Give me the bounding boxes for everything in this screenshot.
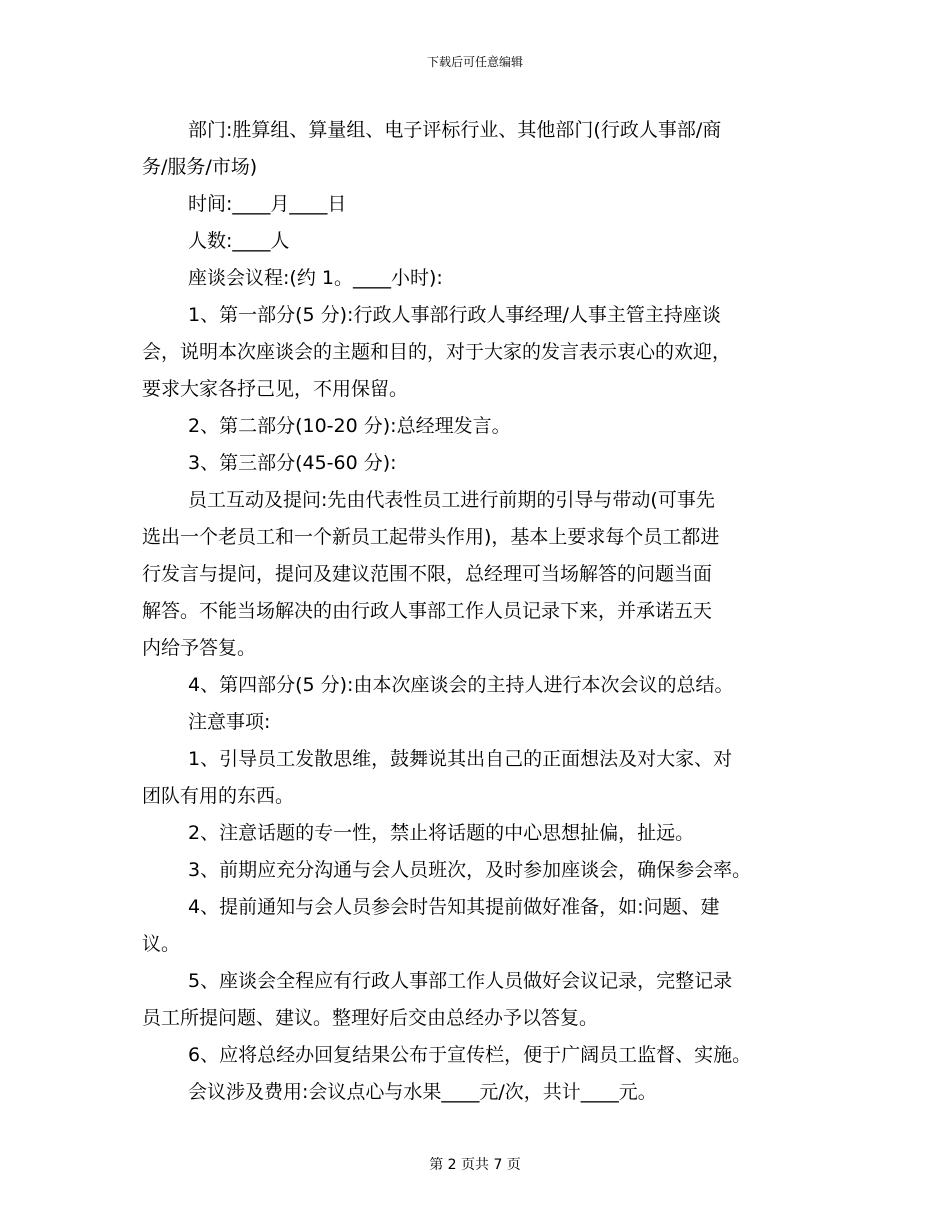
paragraph-agenda-part-2 [142,408,832,445]
text-line: 1、引导员工发散思维，鼓舞说其出自己的正面想法及对大家、对 [188,748,733,770]
document-body [142,112,832,1111]
text-line: 3、第三部分(45-60 分): [188,452,397,474]
text-line: 内给予答复。 [142,637,257,659]
paragraph-note-6 [142,1037,832,1074]
text-line: 会议涉及费用:会议点心与水果____元/次，共计____元。 [188,1081,657,1103]
paragraph-note-1 [142,741,832,815]
page-footer: 第 2 页共 7 页 [429,1157,521,1173]
text-line: 5、座谈会全程应有行政人事部工作人员做好会议记录，完整记录 [188,970,733,992]
text-line: 人数:____人 [188,230,290,252]
text-line: 员工互动及提问:先由代表性员工进行前期的引导与带动(可事先 [188,489,715,511]
text-line: 2、注意话题的专一性，禁止将话题的中心思想扯偏，扯远。 [188,822,695,844]
paragraph-expenses [142,1074,832,1111]
paragraph-notes-title [142,704,832,741]
text-line: 时间:____月____日 [188,193,347,215]
text-line: 解答。不能当场解决的由行政人事部工作人员记录下来，并承诺五天 [142,600,713,622]
text-line: 部门:胜算组、算量组、电子评标行业、其他部门(行政人事部/商 [188,119,722,141]
text-line: 会，说明本次座谈会的主题和目的，对于大家的发言表示衷心的欢迎， [142,341,732,363]
paragraph-department [142,112,832,186]
paragraph-time [142,186,832,223]
paragraph-agenda-part-4 [142,667,832,704]
paragraph-interaction [142,482,832,667]
text-line: 务/服务/市场) [142,156,258,178]
paragraph-note-3 [142,852,832,889]
text-line: 要求大家各抒己见，不用保留。 [142,378,409,400]
text-line: 4、提前通知与会人员参会时告知其提前做好准备，如:问题、建 [188,896,720,918]
text-line: 注意事项: [188,711,271,733]
paragraph-agenda-part-1 [142,297,832,408]
page-header: 下载后可任意编辑 [426,55,523,69]
paragraph-agenda-title [142,260,832,297]
text-line: 员工所提问题、建议。整理好后交由总经办予以答复。 [142,1007,599,1029]
paragraph-agenda-part-3 [142,445,832,482]
text-line: 团队有用的东西。 [142,785,295,807]
text-line: 6、应将总经办回复结果公布于宣传栏，便于广阔员工监督、实施。 [188,1044,752,1066]
text-line: 2、第二部分(10-20 分):总经理发言。 [188,415,511,437]
paragraph-note-5 [142,963,832,1037]
paragraph-note-2 [142,815,832,852]
text-line: 座谈会议程:(约 1。____小时): [188,267,443,289]
text-line: 4、第四部分(5 分):由本次座谈会的主持人进行本次会议的总结。 [188,674,734,696]
paragraph-headcount [142,223,832,260]
text-line: 3、前期应充分沟通与会人员班次，及时参加座谈会，确保参会率。 [188,859,752,881]
text-line: 议。 [142,933,181,955]
paragraph-note-4 [142,889,832,963]
text-line: 选出一个老员工和一个新员工起带头作用)，基本上要求每个员工都进 [142,526,720,548]
text-line: 行发言与提问，提问及建议范围不限，总经理可当场解答的问题当面 [142,563,713,585]
text-line: 1、第一部分(5 分):行政人事部行政人事经理/人事主管主持座谈 [188,304,721,326]
